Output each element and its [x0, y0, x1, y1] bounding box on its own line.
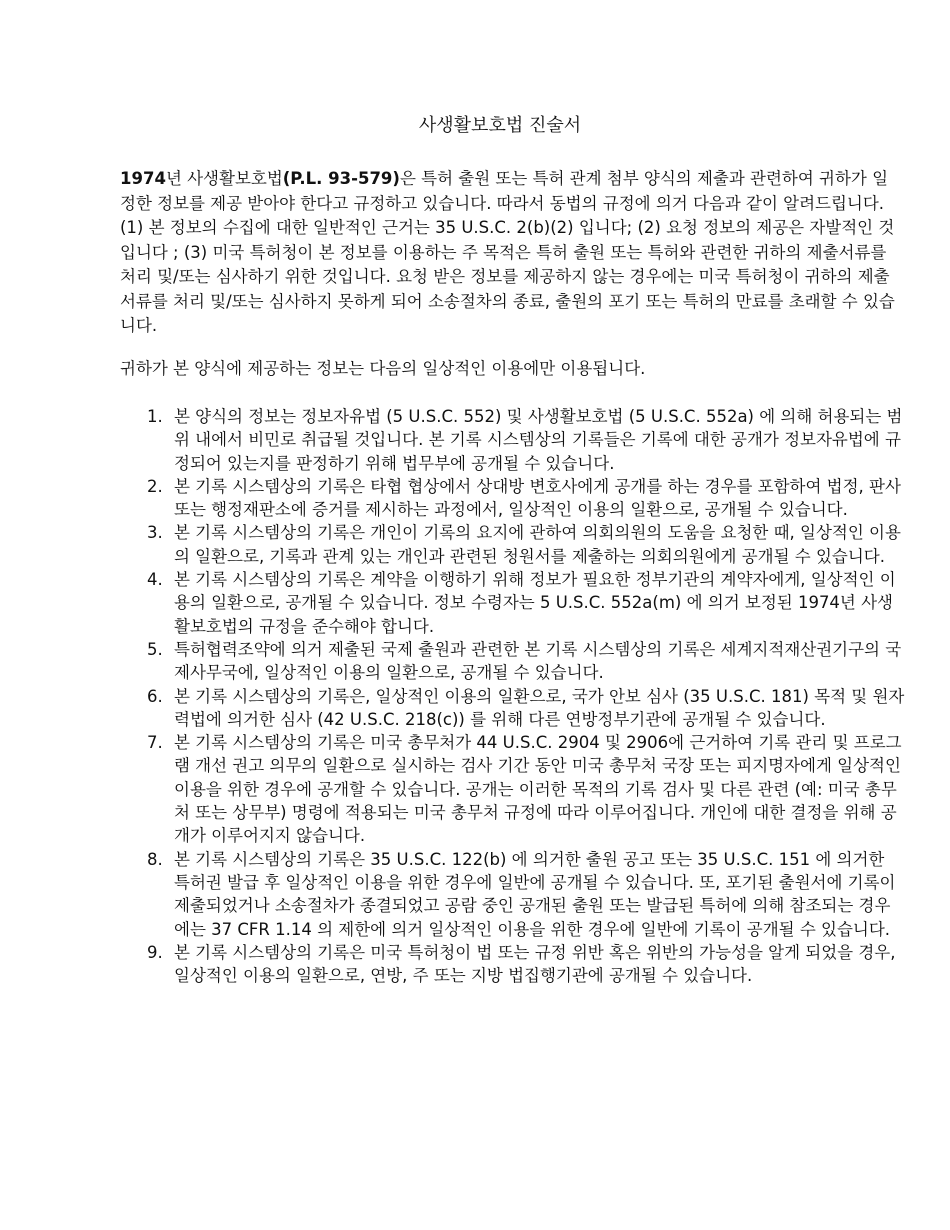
document-title: 사생활보호법 진술서: [418, 115, 582, 136]
list-item-number: 7.: [147, 733, 163, 753]
list-item-number: 9.: [147, 942, 163, 962]
routine-uses-lead: 귀하가 본 양식에 제공하는 정보는 다음의 일상적인 이용에만 이용됩니다.: [120, 359, 646, 378]
list-item: [120, 848, 905, 941]
list-item-number: 8.: [147, 849, 163, 869]
intro-text-1: 년 사생활보호법: [165, 169, 283, 188]
intro-paragraph: [120, 167, 900, 339]
intro-year: 1974: [120, 169, 166, 188]
intro-text-2: 은 특허 출원 또는 특허 관계 첨부 양식의 제출과 관련하여 귀하가 일정한 정보를 제공 받아야 한다고 규정하고 있습니다. 따라서 동법의 규정에 의거 다음과 같이 알려드립니다. (1) 본 정보의 수집에 대한 일반적인 근거는 35 U.S.C. 2(b)(2) 입니다; (2) 요청 정보의 제공은 자발적인 것입니다 ; (3) 미국 특허청이 본 정보를 이용하는 주 목적은 특허 출원 또는 특허와 관련한 귀하의 제출서류를 처리 및/또는 심사하기 위한 것입니다. 요청 받은 정보를 제공하지 않는 경우에는 미국 특허청이 귀하의 제출 서류를 처리 및/또는 심사하지 못하게 되어 소송절차의 종료, 출원의 포기 또는 특허의 만료를 초래할 수 있습니다.: [120, 169, 895, 335]
list-item: [120, 568, 905, 638]
list-item: [120, 731, 905, 847]
list-item-text: 본 기록 시스템상의 기록은 미국 총무처가 44 U.S.C. 2904 및 2906에 근거하여 기록 관리 및 프로그램 개선 권고 의무의 일환으로 실시하는 검사 기간 동안 미국 총무처 국장 또는 피지명자에게 일상적인 이용을 위한 경우에 공개할 수 있습니다. 공개는 이러한 목적의 기록 검사 및 다른 관련 (예: 미국 총무처 또는 상무부) 명령에 적용되는 미국 총무처 규정에 따라 이루어집니다. 개인에 대한 결정을 위해 공개가 이루어지지 않습니다.: [174, 733, 902, 846]
routine-uses-list: [120, 405, 905, 987]
list-item-number: 5.: [147, 639, 163, 659]
list-item: [120, 685, 905, 732]
list-item: [120, 405, 905, 475]
list-item-number: 4.: [147, 570, 163, 590]
list-item-text: 본 기록 시스템상의 기록은 타협 협상에서 상대방 변호사에게 공개를 하는 경우를 포함하여 법정, 판사 또는 행정재판소에 증거를 제시하는 과정에서, 일상적인 이용의 일환으로, 공개될 수 있습니다.: [174, 476, 901, 520]
list-item-text: 본 기록 시스템상의 기록은 계약을 이행하기 위해 정보가 필요한 정부기관의 계약자에게, 일상적인 이용의 일환으로, 공개될 수 있습니다. 정보 수령자는 5 U.S.C. 552a(m) 에 의거 보정된 1974년 사생활보호법의 규정을 준수해야 합니다.: [174, 570, 896, 636]
list-item-text: 본 기록 시스템상의 기록은, 일상적인 이용의 일환으로, 국가 안보 심사 (35 U.S.C. 181) 목적 및 원자력법에 의거한 심사 (42 U.S.C. 218(c)) 를 위해 다른 연방정부기관에 공개될 수 있습니다.: [174, 686, 905, 729]
list-item-number: 3.: [147, 523, 163, 543]
list-item: [120, 638, 905, 685]
list-item-text: 본 기록 시스템상의 기록은 35 U.S.C. 122(b) 에 의거한 출원 공고 또는 35 U.S.C. 151 에 의거한 특허권 발급 후 일상적인 이용을 위한 경우에 일반에 공개될 수 있습니다. 또, 포기된 출원서에 기록이 제출되었거나 소송절차가 종결되었고 공람 중인 공개된 출원 또는 발급된 특허에 의해 참조되는 경우에는 37 CFR 1.14 의 제한에 의거 일상적인 이용을 위한 경우에 일반에 기록이 공개될 수 있습니다.: [174, 849, 896, 939]
list-item-text: 특허협력조약에 의거 제출된 국제 출원과 관련한 본 기록 시스템상의 기록은 세계지적재산권기구의 국제사무국에, 일상적인 이용의 일환으로, 공개될 수 있습니다.: [174, 639, 902, 683]
list-item: [120, 521, 905, 568]
list-item-text: 본 기록 시스템상의 기록은 미국 특허청이 법 또는 규정 위반 혹은 위반의 가능성을 알게 되었을 경우, 일상적인 이용의 일환으로, 연방, 주 또는 지방 법집행기관에 공개될 수 있습니다.: [174, 942, 896, 986]
intro-law-citation: (P.L. 93-579): [282, 169, 400, 188]
list-item: [120, 941, 905, 988]
list-item-text: 본 양식의 정보는 정보자유법 (5 U.S.C. 552) 및 사생활보호법 (5 U.S.C. 552a) 에 의해 허용되는 범위 내에서 비민로 취급될 것입니다. 본 기록 시스템상의 기록들은 기록에 대한 공개가 정보자유법에 규정되어 있는지를 판정하기 위해 법무부에 공개될 수 있습니다.: [174, 407, 903, 473]
list-item-text: 본 기록 시스템상의 기록은 개인이 기록의 요지에 관하여 의회의원의 도움을 요청한 때, 일상적인 이용의 일환으로, 기록과 관계 있는 개인과 관련된 청원서를 제출하는 의회의원에게 공개될 수 있습니다.: [174, 523, 901, 566]
list-item-number: 2.: [147, 476, 163, 496]
list-item-number: 6.: [147, 686, 163, 706]
list-item-number: 1.: [147, 407, 163, 426]
list-item: [120, 475, 905, 522]
